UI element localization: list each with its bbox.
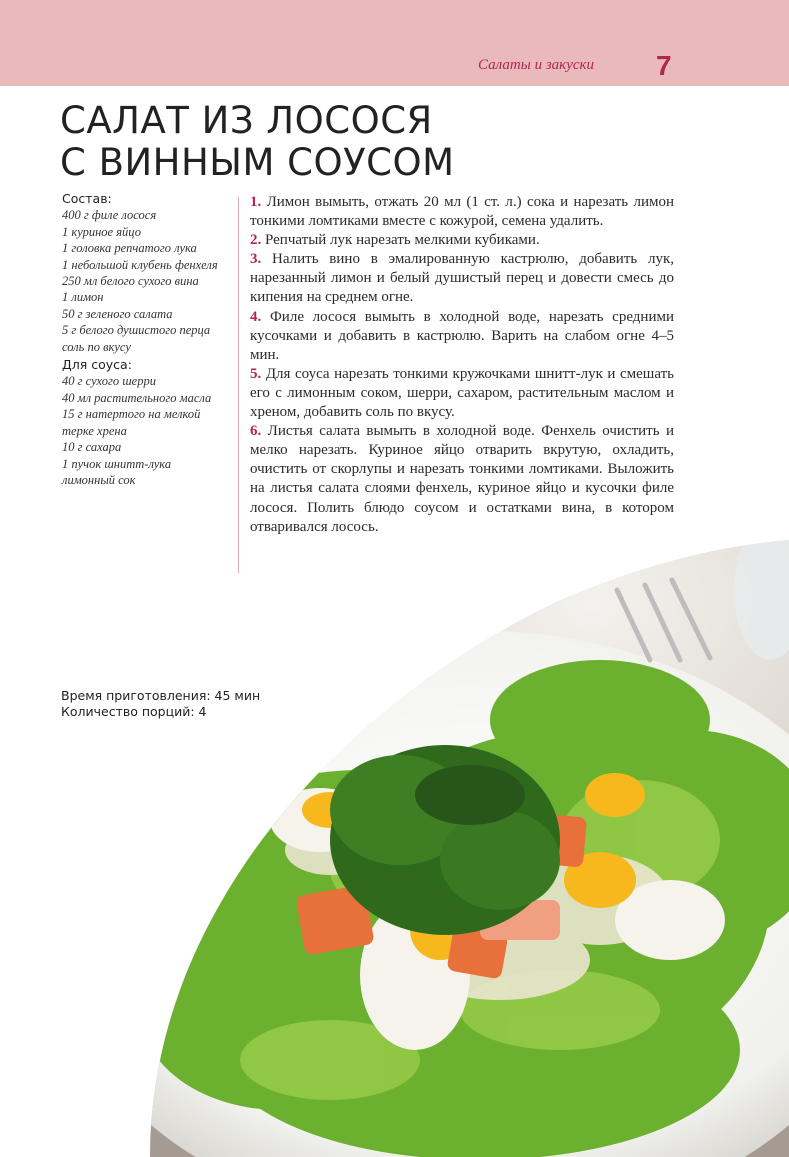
ingredient-item: 10 г сахара [62, 440, 122, 455]
instruction-step [250, 422, 674, 537]
instruction-step [250, 193, 674, 231]
ingredients-column [62, 191, 234, 490]
instruction-step [250, 308, 674, 365]
instructions-list [250, 193, 674, 537]
sauce-heading: Для соуса: [62, 357, 132, 373]
step-text: Для соуса нарезать тонкими кружочками шнитт-лук и смешать его с лимонным соком, шерри, сахаром, растительным маслом и хреном, добавить соль по вкусу. [250, 365, 675, 421]
ingredients-heading: Состав: [62, 191, 112, 206]
page-number: 7 [656, 50, 672, 81]
ingredient-item: 40 мл растительного масла [62, 390, 212, 405]
column-divider [238, 197, 239, 573]
step-number: 6. [250, 423, 262, 440]
step-text: Репчатый лук нарезать мелкими кубиками. [265, 232, 540, 249]
step-number: 3. [250, 251, 262, 268]
recipe-title [60, 100, 455, 184]
instruction-step [250, 250, 674, 307]
section-name: Салаты и закуски [478, 57, 595, 73]
ingredient-item: 50 г зеленого салата [62, 306, 173, 321]
step-text: Лимон вымыть, отжать 20 мл (1 ст. л.) сока и нарезать лимон тонкими ломтиками вместе с кожурой, семена удалить. [250, 194, 675, 230]
ingredient-item: 1 лимон [62, 290, 104, 305]
step-number: 1. [250, 194, 262, 210]
ingredient-item: 40 г сухого шерри [62, 374, 156, 389]
ingredient-item: 15 г натертого на мелкой терке хрена [62, 407, 201, 438]
salad-plate-photo [0, 540, 789, 1157]
step-text: Филе лосося вымыть в холодной воде, нарезать средними кусочками и добавить в кастрюлю. Варить на слабом огне 4–5 мин. [250, 308, 674, 363]
step-number: 4. [250, 308, 262, 325]
ingredient-item: 400 г филе лосося [62, 208, 157, 223]
ingredient-item: 1 пучок шнитт-лука [62, 456, 172, 471]
servings-count: Количество порций: 4 [61, 704, 207, 719]
cooking-time: Время приготовления: 45 мин [61, 688, 261, 703]
recipe-title-line-2: С ВИННЫМ СОУСОМ [60, 141, 455, 184]
sauce-ingredients-list [62, 373, 234, 488]
ingredient-item: 1 небольшой клубень фенхеля [62, 257, 218, 272]
instruction-step [250, 231, 674, 250]
step-text: Налить вино в эмалированную кастрюлю, добавить лук, нарезанный лимон и белый душистый перец и довести смесь до кипения на среднем огне. [250, 251, 674, 306]
ingredient-item: 5 г белого душистого перца [62, 323, 211, 338]
ingredient-item: 1 головка репчатого лука [62, 241, 197, 256]
ingredient-item: 1 куриное яйцо [62, 224, 141, 239]
ingredient-item: 250 мл белого сухого вина [62, 274, 199, 289]
step-number: 2. [250, 232, 262, 249]
step-number: 5. [250, 365, 262, 382]
instruction-step [250, 365, 674, 422]
recipe-title-line-1: САЛАТ ИЗ ЛОСОСЯ [60, 99, 433, 142]
ingredients-list [62, 207, 234, 355]
ingredient-item: лимонный сок [62, 472, 136, 487]
step-text: Листья салата вымыть в холодной воде. Фенхель очистить и мелко нарезать. Куриное яйцо отварить вкрутую, охладить, очистить от скорлупы и нарезать тонкими ломтиками. Выложить на листья салата слоями фенхель, куриное яйцо и кусочки филе лосося. Полить блюдо соусом и остатками вина, в котором отваривался лосось. [250, 423, 675, 535]
ingredient-item: соль по вкусу [62, 339, 131, 354]
